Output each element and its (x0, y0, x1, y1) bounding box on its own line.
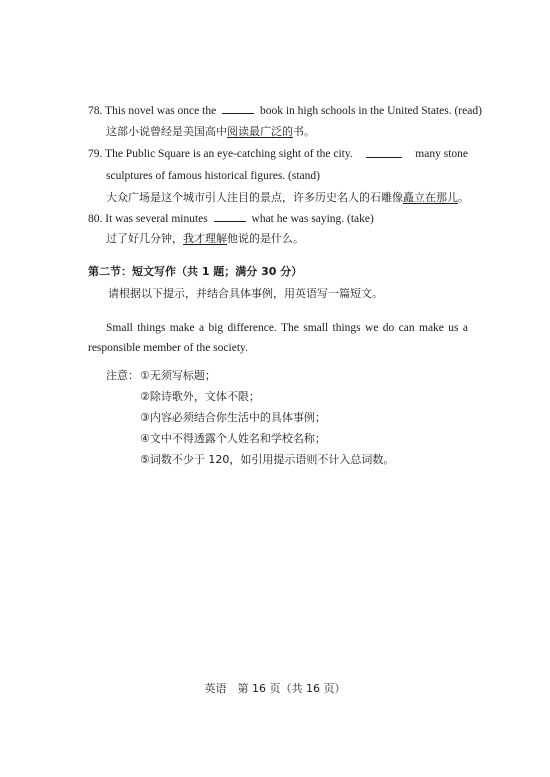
q78-cn-after: 书。 (293, 125, 315, 138)
writing-prompt-line1: Small things make a big difference. The small things we do can make us a (106, 322, 468, 334)
page-footer: 英语 第 16 页（共 16 页） (204, 682, 346, 695)
note-item: ②除诗歌外，文体不限； (140, 390, 260, 403)
note-item: ③内容必须结合你生活中的具体事例； (140, 411, 326, 424)
note-item: ①无须写标题； (140, 369, 216, 382)
q79-cn-underlined: 矗立在那儿 (403, 191, 458, 204)
q79-cn-before: 大众广场是这个城市引人注目的景点，许多历史名人的石雕像 (106, 191, 403, 204)
q79-english-line1 (88, 146, 468, 162)
q79-cn-after: 。 (458, 191, 469, 204)
q80-cn-after: 他说的是什么。 (227, 232, 304, 245)
q78-chinese (106, 124, 315, 140)
q80-cn-before: 过了好几分钟， (106, 232, 183, 245)
q80-text-before: 80. It was several minutes (88, 213, 208, 225)
note-item: ④文中不得透露个人姓名和学校名称； (140, 432, 326, 445)
section2-instruction: 请根据以下提示，并结合具体事例，用英语写一篇短文。 (108, 287, 383, 300)
q80-english (88, 210, 374, 227)
section2-heading: 第二节：短文写作（共 1 题；满分 30 分） (88, 265, 303, 278)
q80-blank (214, 210, 246, 222)
q78-text-before: 78. This novel was once the (88, 105, 217, 117)
q80-text-after: what he was saying. (take) (251, 213, 374, 225)
q79-english-line2: sculptures of famous historical figures. (stand) (106, 170, 320, 182)
q79-text-before: 79. The Public Square is an eye-catching sight of the city. (88, 148, 353, 160)
q79-chinese (106, 190, 469, 206)
q78-text-after: book in high schools in the United States. (read) (259, 105, 482, 117)
writing-prompt-line2: responsible member of the society. (88, 342, 248, 354)
notes-label: 注意： (106, 369, 139, 382)
note-item: ⑤词数不少于 120，如引用提示语则不计入总词数。 (140, 453, 395, 466)
q79-text-after: many stone (415, 148, 468, 160)
q78-cn-before: 这部小说曾经是美国高中 (106, 125, 227, 138)
q78-cn-underlined: 阅读最广泛的 (227, 125, 293, 138)
q78-blank (222, 102, 254, 114)
q79-blank (366, 146, 402, 158)
q80-chinese (106, 231, 304, 247)
q78-english (88, 102, 482, 119)
q80-cn-underlined: 我才理解 (183, 232, 227, 245)
